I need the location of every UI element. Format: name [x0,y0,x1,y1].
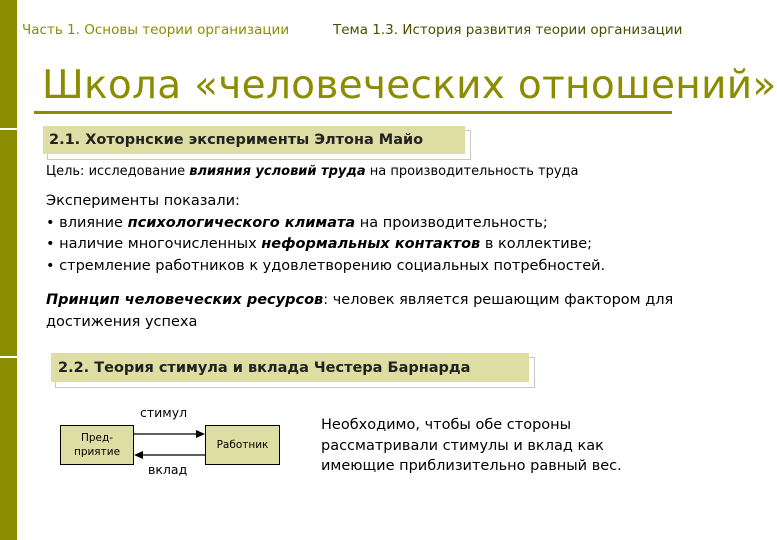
bullet-text: наличие многочисленных [54,236,262,252]
bar-notch [0,356,17,358]
balance-note: Необходимо, чтобы обе стороны рассматривали стимулы и вклад как имеющие приблизительно равный вес. [321,417,622,474]
bullet-marker: • [46,257,55,274]
goal-emphasis: влияния условий труда [189,164,366,179]
left-accent-bar [0,0,17,540]
header-part: Часть 1. Основы теории организации [22,22,290,38]
bullet-emphasis: неформальных контактов [261,236,481,252]
principle-paragraph [46,290,696,333]
bullet-marker: • [46,214,55,231]
goal-prefix: Цель: исследование [46,164,190,179]
experiments-intro: Эксперименты показали: [46,193,240,209]
bar-notch [0,128,17,130]
experiments-block [46,191,605,277]
bullet-text: на производительность; [355,214,548,231]
contribution-arrowhead [134,451,143,459]
principle-term: Принцип человеческих ресурсов [46,292,324,308]
bullet-text: в коллективе; [480,236,593,252]
bullet-text: стремление работников к удовлетворению социальных потребностей. [54,257,606,274]
principle-text: : человек является решающим фактором для достижения успеха [46,292,674,330]
stimulus-arrowhead [196,430,205,438]
bullet-item [46,256,605,278]
enterprise-box [60,425,134,465]
section2-heading-box [51,353,529,382]
bullet-text: влияние [54,214,128,231]
worker-box [205,425,280,465]
section2-heading: 2.2. Теория стимула и вклада Честера Барнарда [58,359,471,376]
section1-heading: 2.1. Хоторнские эксперименты Элтона Майо [49,132,424,148]
title-divider [34,111,672,114]
section1-heading-box [43,126,465,154]
goal-line [46,164,578,179]
slide-title: Школа «человеческих отношений» [42,63,777,108]
stimulus-label: стимул [140,405,188,420]
slide-title-container [42,60,777,110]
contribution-label: вклад [148,462,188,477]
bullet-emphasis: психологического климата [127,214,356,231]
goal-suffix: на производительность труда [365,164,579,179]
bullet-item [46,234,605,256]
bullet-item [46,213,605,235]
exchange-arrows [134,428,205,462]
enterprise-label-line1: Пред- [80,432,114,444]
header-topic: Тема 1.3. История развития теории организации [333,22,683,38]
enterprise-label-line2: приятие [73,446,121,458]
bullet-marker: • [46,236,55,252]
worker-label: Работник [216,439,269,451]
